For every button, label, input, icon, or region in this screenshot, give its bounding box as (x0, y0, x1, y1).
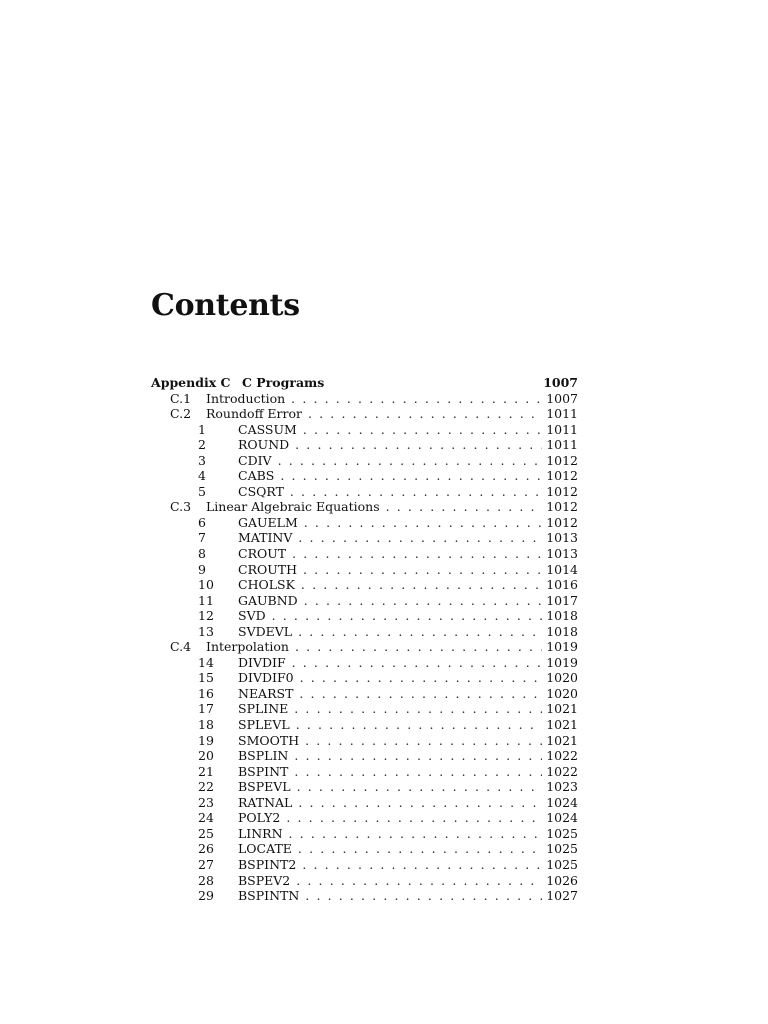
toc-entry-program[interactable] (151, 873, 578, 889)
toc-entry-title: Introduction (206, 390, 286, 406)
toc-entry-appendix[interactable] (151, 375, 578, 391)
dot-leader (294, 764, 542, 780)
toc-entry-program[interactable] (151, 577, 578, 593)
toc-entry-title: BSPINT2 (238, 856, 297, 872)
toc-entry-section[interactable] (151, 391, 578, 407)
toc-entry-page-number: 1026 (546, 872, 578, 888)
toc-entry-title: MATINV (238, 530, 293, 546)
toc-entry-page-number: 1018 (546, 608, 578, 624)
toc-entry-program[interactable] (151, 888, 578, 904)
toc-entry-page-number: 1007 (546, 390, 578, 406)
toc-entry-number: 12 (198, 608, 214, 624)
dot-leader (291, 391, 542, 407)
toc-entry-page-number: 1023 (546, 779, 578, 795)
toc-entry-page-number: 1020 (546, 670, 578, 686)
dot-leader (304, 593, 542, 609)
toc-entry-program[interactable] (151, 608, 578, 624)
toc-entry-title: LOCATE (238, 841, 292, 857)
toc-entry-title: BSPEVL (238, 779, 291, 795)
dot-leader (299, 686, 542, 702)
toc-entry-number: 5 (198, 483, 206, 499)
toc-entry-program[interactable] (151, 841, 578, 857)
toc-entry-page-number: 1021 (546, 717, 578, 733)
toc-entry-number: 7 (198, 530, 206, 546)
page-title: Contents (151, 288, 300, 323)
toc-entry-page-number: 1012 (546, 483, 578, 499)
toc-entry-number: 15 (198, 670, 214, 686)
dot-leader (303, 422, 542, 438)
toc-entry-page-number: 1020 (546, 685, 578, 701)
toc-entry-number: 29 (198, 888, 214, 904)
toc-entry-number: C.4 (170, 639, 192, 655)
toc-entry-number: 3 (198, 452, 206, 468)
toc-entry-program[interactable] (151, 530, 578, 546)
toc-entry-number: 10 (198, 577, 214, 593)
toc-entry-number: 18 (198, 717, 214, 733)
toc-entry-program[interactable] (151, 686, 578, 702)
dot-leader (294, 748, 542, 764)
dot-leader (296, 717, 542, 733)
toc-entry-title: C Programs (242, 375, 325, 390)
toc-entry-title: SPLINE (238, 701, 289, 717)
toc-entry-title: SVDEVL (238, 623, 293, 639)
toc-entry-program[interactable] (151, 764, 578, 780)
toc-entry-program[interactable] (151, 857, 578, 873)
dot-leader (298, 624, 542, 640)
toc-entry-number: C.1 (170, 390, 192, 406)
toc-entry-page-number: 1012 (546, 514, 578, 530)
toc-entry-number: Appendix C (151, 375, 231, 390)
toc-entry-program[interactable] (151, 593, 578, 609)
toc-entry-title: SVD (238, 608, 266, 624)
dot-leader (303, 562, 542, 578)
toc-entry-page-number: 1007 (543, 375, 578, 390)
toc-entry-title: BSPINT (238, 763, 289, 779)
toc-entry-program[interactable] (151, 624, 578, 640)
toc-entry-title: CSQRT (238, 483, 284, 499)
toc-entry-title: RATNAL (238, 794, 293, 810)
toc-entry-program[interactable] (151, 468, 578, 484)
toc-entry-number: C.2 (170, 406, 192, 422)
dot-leader (305, 888, 542, 904)
toc-entry-program[interactable] (151, 484, 578, 500)
toc-entry-program[interactable] (151, 562, 578, 578)
toc-entry-page-number: 1012 (546, 499, 578, 515)
dot-leader (295, 639, 542, 655)
dot-leader (386, 499, 543, 515)
dot-leader (302, 857, 542, 873)
toc-entry-program[interactable] (151, 655, 578, 671)
toc-entry-number: 6 (198, 514, 206, 530)
toc-entry-program[interactable] (151, 795, 578, 811)
toc-entry-page-number: 1017 (546, 592, 578, 608)
toc-entry-title: NEARST (238, 685, 294, 701)
toc-entry-page-number: 1025 (546, 841, 578, 857)
toc-entry-page-number: 1025 (546, 856, 578, 872)
toc-entry-page-number: 1011 (546, 437, 578, 453)
dot-leader (298, 530, 542, 546)
toc-entry-number: 2 (198, 437, 206, 453)
toc-entry-program[interactable] (151, 733, 578, 749)
dot-leader (301, 577, 542, 593)
toc-entry-number: 9 (198, 561, 206, 577)
toc-entry-page-number: 1024 (546, 810, 578, 826)
toc-entry-title: SPLEVL (238, 717, 290, 733)
toc-entry-number: 14 (198, 654, 214, 670)
toc-entry-title: CROUT (238, 546, 287, 562)
toc-entry-title: BSPLIN (238, 748, 289, 764)
toc-entry-program[interactable] (151, 701, 578, 717)
toc-entry-program[interactable] (151, 453, 578, 469)
dot-leader (298, 841, 542, 857)
toc-entry-program[interactable] (151, 826, 578, 842)
toc-entry-page-number: 1024 (546, 794, 578, 810)
dot-leader (278, 453, 543, 469)
toc-entry-page-number: 1013 (546, 546, 578, 562)
toc-entry-number: 21 (198, 763, 214, 779)
toc-entry-title: Interpolation (206, 639, 289, 655)
toc-entry-number: 23 (198, 794, 214, 810)
toc-entry-title: BSPEV2 (238, 872, 291, 888)
toc-entry-program[interactable] (151, 779, 578, 795)
toc-entry-number: 13 (198, 623, 214, 639)
toc-entry-number: 28 (198, 872, 214, 888)
toc-entry-number: 4 (198, 468, 206, 484)
toc-entry-title: DIVDIF0 (238, 670, 294, 686)
toc-entry-program[interactable] (151, 810, 578, 826)
toc-entry-program[interactable] (151, 515, 578, 531)
toc-entry-title: BSPINTN (238, 888, 300, 904)
toc-entry-program[interactable] (151, 422, 578, 438)
toc-entry-title: Roundoff Error (206, 406, 302, 422)
dot-leader (294, 701, 542, 717)
toc-entry-program[interactable] (151, 670, 578, 686)
toc-entry-title: CABS (238, 468, 275, 484)
dot-leader (290, 484, 542, 500)
toc-entry-page-number: 1011 (546, 421, 578, 437)
toc-entry-title: LINRN (238, 825, 283, 841)
dot-leader (272, 608, 543, 624)
toc-entry-number: C.3 (170, 499, 192, 515)
dot-leader (304, 515, 542, 531)
dot-leader (305, 733, 542, 749)
toc-entry-number: 1 (198, 421, 206, 437)
toc-entry-page-number: 1027 (546, 888, 578, 904)
toc-entry-page-number: 1019 (546, 639, 578, 655)
toc-entry-program[interactable] (151, 546, 578, 562)
toc-entry-page-number: 1012 (546, 452, 578, 468)
dot-leader (296, 873, 542, 889)
toc-entry-page-number: 1021 (546, 701, 578, 717)
toc-entry-number: 8 (198, 546, 206, 562)
toc-entry-page-number: 1011 (546, 406, 578, 422)
toc-entry-title: GAUELM (238, 514, 298, 530)
dot-leader (300, 670, 543, 686)
toc-entry-number: 11 (198, 592, 214, 608)
toc-entry-program[interactable] (151, 717, 578, 733)
toc-entry-page-number: 1019 (546, 654, 578, 670)
toc-entry-title: CDIV (238, 452, 272, 468)
toc-entry-program[interactable] (151, 437, 578, 453)
toc-entry-title: GAUBND (238, 592, 298, 608)
toc-entry-title: ROUND (238, 437, 290, 453)
dot-leader (308, 406, 542, 422)
dot-leader (295, 437, 542, 453)
toc-entry-page-number: 1022 (546, 763, 578, 779)
dot-leader (289, 826, 543, 842)
toc-entry-number: 26 (198, 841, 214, 857)
toc-entry-title: Linear Algebraic Equations (206, 499, 380, 515)
toc-entry-title: POLY2 (238, 810, 281, 826)
dot-leader (286, 810, 542, 826)
toc-entry-page-number: 1022 (546, 748, 578, 764)
toc-entry-page-number: 1014 (546, 561, 578, 577)
toc-entry-program[interactable] (151, 748, 578, 764)
toc-entry-title: SMOOTH (238, 732, 300, 748)
toc-entry-title: CASSUM (238, 421, 297, 437)
toc-entry-number: 17 (198, 701, 214, 717)
toc-entry-section[interactable] (151, 406, 578, 422)
dot-leader (292, 546, 542, 562)
toc-entry-page-number: 1012 (546, 468, 578, 484)
toc-entry-page-number: 1021 (546, 732, 578, 748)
toc-entry-title: CROUTH (238, 561, 297, 577)
dot-leader (297, 779, 543, 795)
toc-entry-page-number: 1016 (546, 577, 578, 593)
toc-entry-number: 19 (198, 732, 214, 748)
toc-entry-page-number: 1013 (546, 530, 578, 546)
dot-leader (292, 655, 543, 671)
dot-leader (280, 468, 542, 484)
toc-entry-section[interactable] (151, 499, 578, 515)
toc-entry-number: 25 (198, 825, 214, 841)
toc-entry-number: 22 (198, 779, 214, 795)
toc-entry-title: CHOLSK (238, 577, 295, 593)
toc-entry-number: 20 (198, 748, 214, 764)
toc-entry-page-number: 1025 (546, 825, 578, 841)
toc-entry-number: 27 (198, 856, 214, 872)
toc-entry-page-number: 1018 (546, 623, 578, 639)
dot-leader (298, 795, 542, 811)
toc-entry-number: 24 (198, 810, 214, 826)
toc-entry-section[interactable] (151, 639, 578, 655)
table-of-contents (151, 375, 578, 904)
toc-entry-number: 16 (198, 685, 214, 701)
toc-entry-title: DIVDIF (238, 654, 286, 670)
